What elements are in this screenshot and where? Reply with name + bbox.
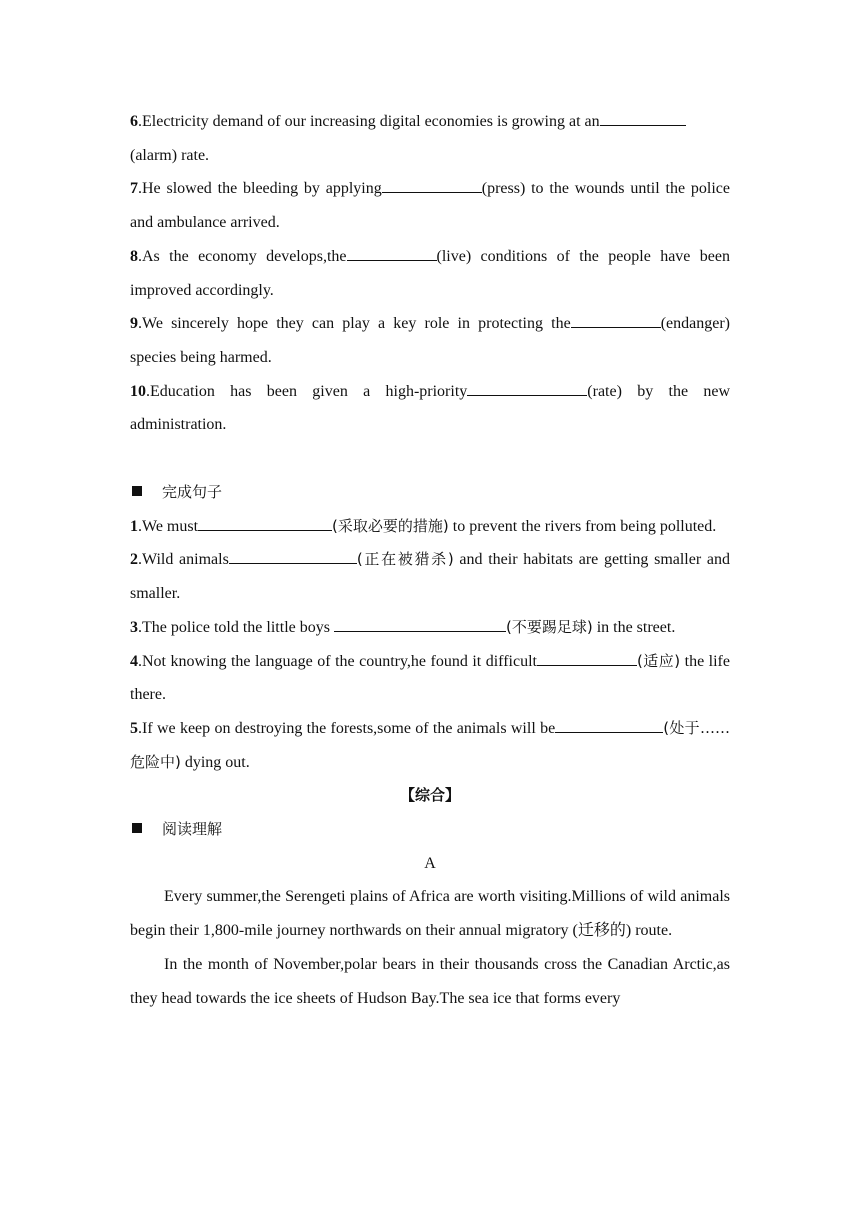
item-text: in the street. bbox=[592, 618, 676, 636]
item-text: .He slowed the bleeding by applying bbox=[138, 180, 382, 198]
answer-blank[interactable] bbox=[229, 546, 357, 564]
chinese-hint: (正在被猎杀) bbox=[356, 550, 454, 569]
item-text: .We must bbox=[138, 517, 199, 535]
answer-blank[interactable] bbox=[571, 310, 661, 328]
passage-paragraph: Every summer,the Serengeti plains of Africa are worth visiting.Millions of wild animals begin their 1,800-mile journey northwards on their annual migratory (迁移的) route. bbox=[130, 888, 730, 940]
answer-blank[interactable] bbox=[198, 513, 332, 531]
chinese-hint: (采取必要的措施) bbox=[332, 516, 449, 535]
item-text: (rate) by the new administration. bbox=[130, 382, 730, 434]
exercise-item-10 bbox=[130, 375, 730, 442]
passage-paragraph: In the month of November,polar bears in their thousands cross the Canadian Arctic,as they head towards the ice sheets of Hudson Bay.The sea ice that forms every bbox=[130, 955, 730, 1007]
exercise-item-6 bbox=[130, 105, 730, 172]
answer-blank[interactable] bbox=[334, 614, 506, 632]
section-title-complete-sentences: 完成句子 bbox=[130, 476, 730, 510]
item-text: and their habitats are getting smaller and smaller. bbox=[130, 551, 730, 603]
section-title-reading: 阅读理解 bbox=[130, 813, 730, 847]
answer-blank[interactable] bbox=[537, 648, 637, 666]
item-text: .Electricity demand of our increasing digital economies is growing at an bbox=[138, 113, 600, 130]
item-text: dying out. bbox=[180, 753, 250, 771]
completion-item-4 bbox=[130, 645, 730, 712]
completion-item-1 bbox=[130, 510, 730, 544]
item-text: .As the economy develops,the bbox=[138, 247, 347, 265]
item-number: 4 bbox=[130, 652, 138, 670]
chinese-hint: (处于……危险中) bbox=[130, 718, 730, 771]
item-number: 5 bbox=[130, 719, 138, 737]
item-text: .If we keep on destroying the forests,some of the animals will be bbox=[138, 719, 556, 737]
item-text: .Wild animals bbox=[138, 551, 229, 569]
black-square-bullet-icon bbox=[132, 486, 142, 496]
item-text: (alarm) rate. bbox=[130, 146, 210, 164]
passage-label: A bbox=[424, 854, 436, 872]
item-text: (endanger) species being harmed. bbox=[130, 315, 730, 366]
item-number: 2 bbox=[130, 551, 138, 569]
item-number: 10 bbox=[130, 382, 146, 400]
answer-blank[interactable] bbox=[467, 378, 587, 396]
item-text: .We sincerely hope they can play a key role in protecting the bbox=[138, 315, 571, 333]
spacer bbox=[130, 442, 730, 476]
item-number: 1 bbox=[130, 517, 138, 535]
item-number: 8 bbox=[130, 247, 138, 265]
item-text: .Education has been given a high-priority bbox=[146, 382, 468, 400]
chinese-hint: (不要踢足球) bbox=[505, 617, 593, 636]
exercise-item-7 bbox=[130, 172, 730, 239]
exercise-item-8 bbox=[130, 240, 730, 307]
completion-item-2 bbox=[130, 543, 730, 610]
chinese-hint: (适应) bbox=[636, 651, 681, 670]
section-heading-comprehensive: 【综合】 bbox=[399, 786, 460, 805]
item-number: 7 bbox=[130, 180, 138, 198]
sentence-completion-exercises bbox=[130, 510, 730, 780]
answer-blank[interactable] bbox=[347, 243, 437, 261]
item-number: 3 bbox=[130, 618, 138, 636]
answer-blank[interactable] bbox=[382, 175, 482, 193]
item-text: .The police told the little boys bbox=[138, 618, 334, 636]
item-number: 6 bbox=[130, 113, 138, 130]
item-number: 9 bbox=[130, 315, 138, 333]
item-text: .Not knowing the language of the country,he found it difficult bbox=[138, 652, 537, 670]
item-text: the life there. bbox=[130, 652, 730, 704]
completion-item-5 bbox=[130, 712, 730, 779]
item-text: to prevent the rivers from being polluted. bbox=[448, 517, 717, 535]
item-text: (live) conditions of the people have been improved accordingly. bbox=[130, 247, 730, 299]
completion-item-3 bbox=[130, 611, 730, 645]
worksheet-page bbox=[130, 105, 730, 1015]
answer-blank[interactable] bbox=[600, 108, 686, 126]
answer-blank[interactable] bbox=[555, 715, 663, 733]
black-square-bullet-icon bbox=[132, 823, 142, 833]
exercise-item-9 bbox=[130, 307, 730, 374]
word-form-exercises bbox=[130, 105, 730, 442]
item-text: (press) to the wounds until the police and ambulance arrived. bbox=[130, 180, 730, 232]
